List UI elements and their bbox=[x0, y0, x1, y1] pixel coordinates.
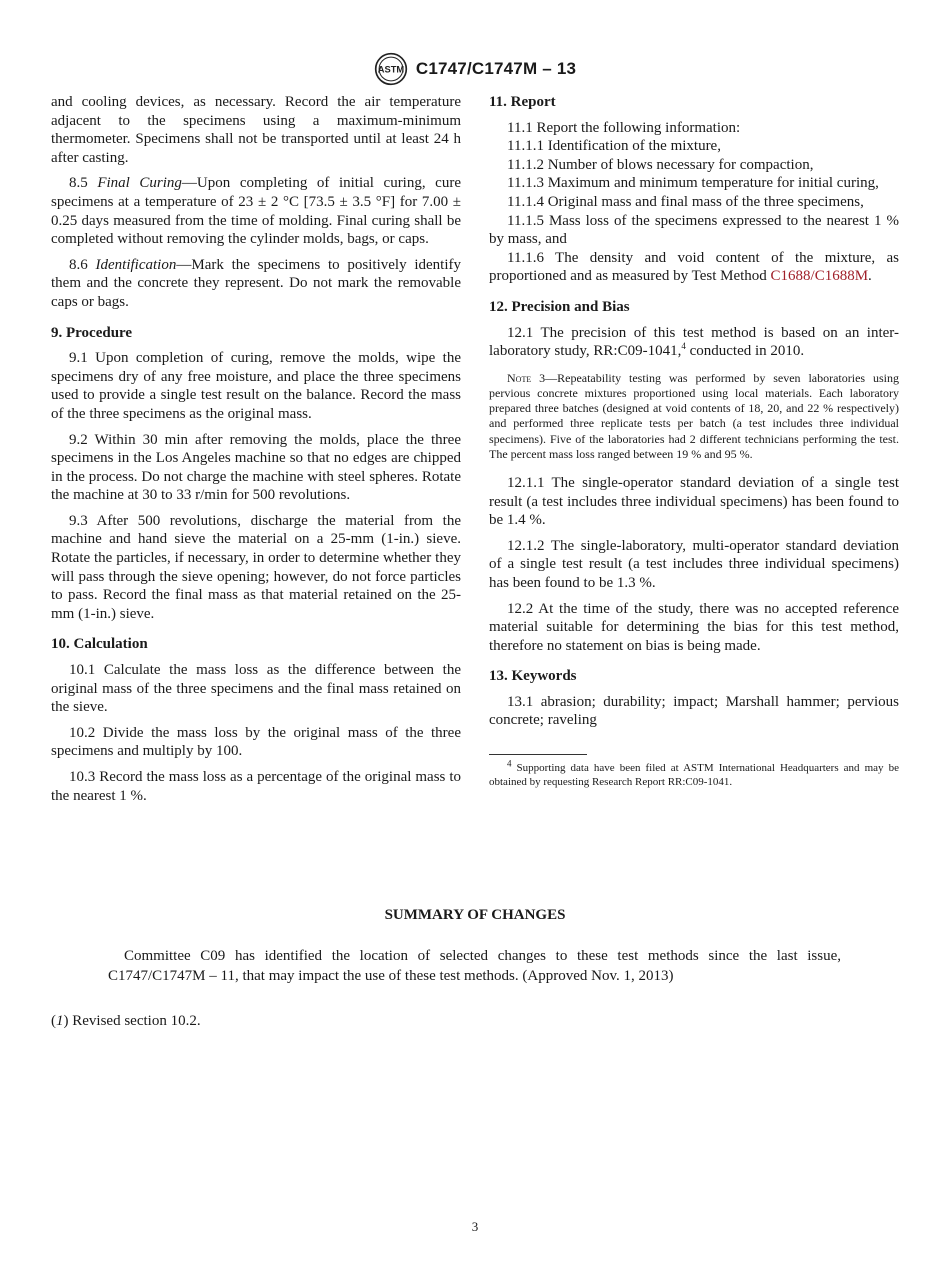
paragraph-10-1: 10.1 Calculate the mass loss as the difference between the original mass of the three specimens and the final mass retained on the sieve. bbox=[51, 662, 461, 716]
footnote-divider bbox=[489, 754, 587, 755]
paragraph-9-3: 9.3 After 500 revolutions, discharge the material from the machine and hand sieve the material on a 25-mm (1-in.) sieve. Rotate the particles, if necessary, in order to determine whether they will pass through the sieve opening; however, do not force particles to pass. Record the final mass as that material retained on the 25-mm (1-in.) sieve. bbox=[51, 512, 461, 622]
paragraph-11-1-6: 11.1.6 The density and void content of the mixture, as proportioned and as measured by Test Method C1688/C1688M. bbox=[489, 249, 899, 285]
svg-text:ASTM: ASTM bbox=[377, 64, 405, 75]
summary-item: (1) Revised section 10.2. bbox=[51, 1013, 201, 1029]
heading-report: 11. Report bbox=[489, 94, 556, 110]
page-number: 3 bbox=[471, 1219, 479, 1234]
heading-keywords: 13. Keywords bbox=[489, 668, 577, 685]
heading-calculation: 10. Calculation bbox=[51, 636, 148, 653]
page-header bbox=[0, 52, 950, 86]
heading-precision-bias: 12. Precision and Bias bbox=[489, 298, 630, 315]
paragraph-9-1: 9.1 Upon completion of curing, remove the molds, wipe the specimens dry of any free moisture, and place the three specimens used to provide a single test result on the balance. Record the mass of the three specimens as the original mass. bbox=[51, 350, 461, 422]
left-column bbox=[51, 93, 461, 812]
document-id: C1747/C1747M – 13 bbox=[415, 59, 577, 78]
paragraph-11-1-3: 11.1.3 Maximum and minimum temperature for initial curing, bbox=[507, 175, 879, 192]
paragraph-8-5: 8.5 Final Curing—Upon completing of initial curing, cure specimens at a temperature of 23 ± 2 °C [73.5 ± 3.5 °F] for 7.00 ± 0.25 days measured from the time of molding. Final curing shall be completed without removing the cylinder molds, bags, or caps. bbox=[51, 175, 461, 248]
heading-procedure: 9. Procedure bbox=[51, 324, 133, 341]
summary-title: SUMMARY OF CHANGES bbox=[384, 907, 566, 923]
paragraph-12-2: 12.2 At the time of the study, there was no accepted reference material suitable for determining the bias for this test method, therefore no statement on bias is being made. bbox=[489, 600, 899, 654]
paragraph-11-1-2: 11.1.2 Number of blows necessary for compaction, bbox=[507, 156, 814, 173]
paragraph-12-1-2: 12.1.2 The single-laboratory, multi-operator standard deviation of a single test result (a test includes three individual specimens) has been found to be 1.3 %. bbox=[489, 537, 899, 591]
paragraph-11-1: 11.1 Report the following information: bbox=[507, 119, 741, 136]
paragraph-13-1: 13.1 abrasion; durability; impact; Marshall hammer; pervious concrete; raveling bbox=[489, 693, 899, 729]
paragraph-11-1-5: 11.1.5 Mass loss of the specimens expressed to the nearest 1 % by mass, and bbox=[489, 212, 899, 248]
right-column bbox=[489, 93, 899, 796]
summary-body: Committee C09 has identified the location of selected changes to these test methods since the last issue, C1747/C1747M – 11, that may impact the use of these test methods. (Approved Nov. 1, 2013) bbox=[108, 948, 841, 984]
paragraph-11-1-4: 11.1.4 Original mass and final mass of the three specimens, bbox=[507, 193, 864, 210]
paragraph-8-6: 8.6 Identification—Mark the specimens to positively identify them and the concrete they represent. Do not mark the removable caps or bags. bbox=[51, 256, 461, 310]
note-3: Note 3—Repeatability testing was performed by seven laboratories using pervious concrete mixtures proportioned using local materials. Each laboratory prepared three batches (designed at void contents of 18, 20, and 22 % respectively) and performed three replicate tests per batch (a test includes three individual specimens). Five of the laboratories had 2 different technicians performing the test. The percent mass loss ranged between 19 % and 95 %. bbox=[489, 370, 899, 461]
paragraph-11-1-1: 11.1.1 Identification of the mixture, bbox=[507, 138, 721, 155]
paragraph-10-3: 10.3 Record the mass loss as a percentage of the original mass to the nearest 1 %. bbox=[51, 769, 461, 804]
footnote-ref[interactable]: 4 bbox=[681, 341, 686, 352]
astm-logo-icon bbox=[374, 52, 408, 86]
paragraph-12-1-1: 12.1.1 The single-operator standard deviation of a single test result (a test includes three individual specimens) has been found to be 1.4 %. bbox=[489, 474, 899, 529]
paragraph-10-2: 10.2 Divide the mass loss by the original mass of the three specimens and multiply by 100. bbox=[51, 724, 461, 760]
paragraph-9-2: 9.2 Within 30 min after removing the molds, place the three specimens in the Los Angeles machine so that no edges are chipped in the process. Do not charge the machine with steel spheres. Rotate the machine at 30 to 33 r/min for 500 revolutions. bbox=[51, 431, 461, 504]
footnote-4: $^4$ Supporting data have been filed at ASTM International Headquarters and may be obtained by requesting Research Report RR:C09-1041. bbox=[489, 758, 899, 789]
paragraph-12-1: 12.1 The precision of this test method is based on an inter-laboratory study, RR:C09-1041,$^4$ conducted in 2010. bbox=[489, 324, 899, 360]
paragraph-8-4-continued: and cooling devices, as necessary. Record the air temperature adjacent to the specimens using a maximum-minimum thermometer. Specimens shall not be transported until at least 24 h after casting. bbox=[51, 94, 461, 166]
c1688-link[interactable]: C1688/C1688M bbox=[770, 268, 869, 285]
